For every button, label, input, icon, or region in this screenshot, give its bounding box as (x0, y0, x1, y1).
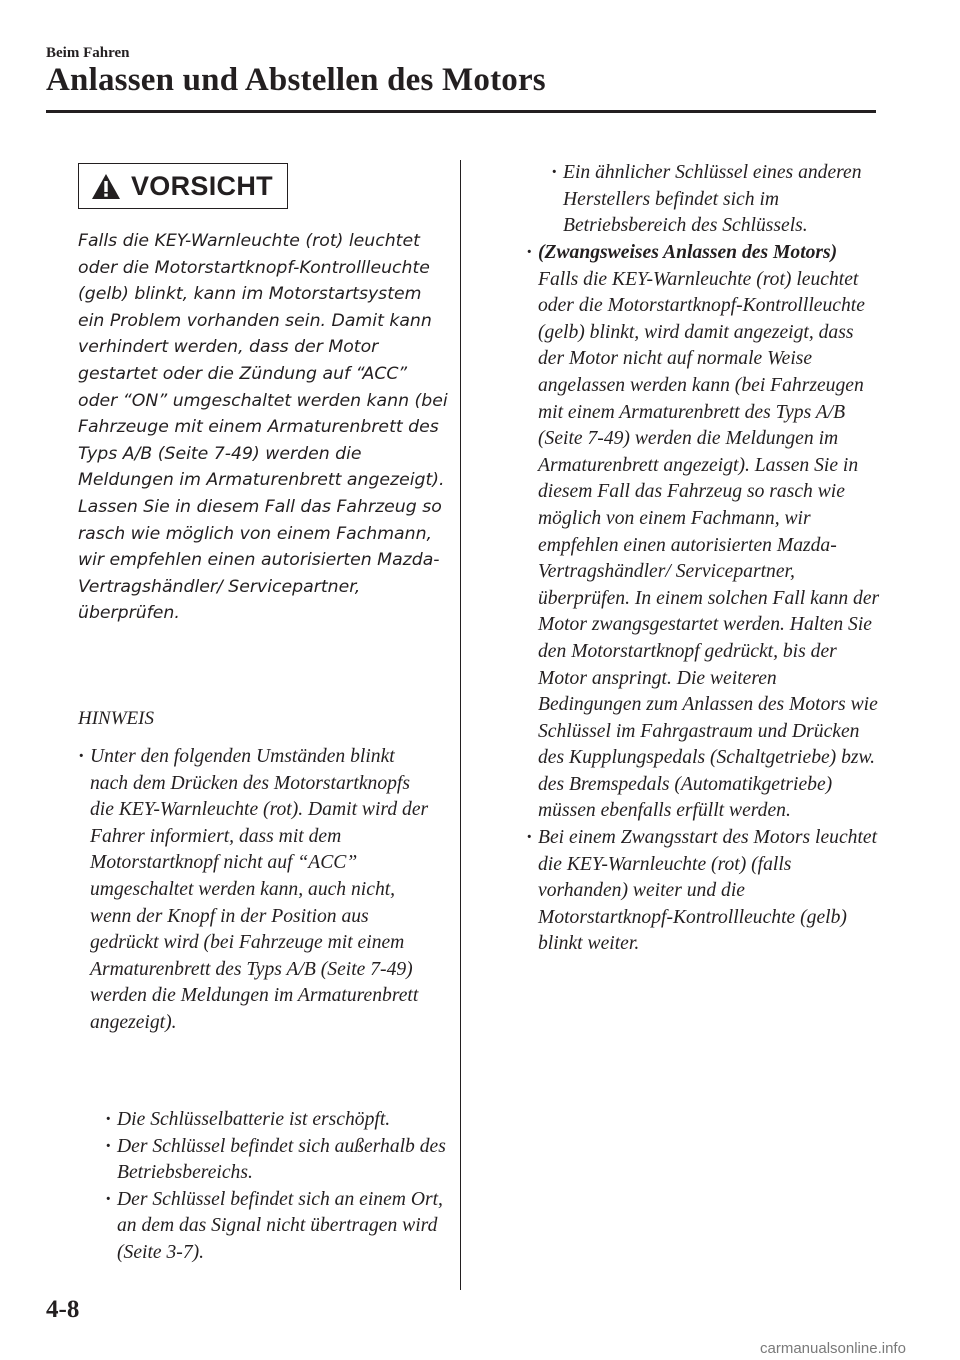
section-label: Beim Fahren (46, 45, 130, 61)
column-divider (460, 160, 461, 1290)
note-bullet-list (90, 744, 435, 1037)
note-heading: HINWEIS (78, 708, 154, 729)
condition-item: · Der Schlüssel befindet sich an einem Ort, an dem das Signal nicht übertragen wird (Seite 3-7). (117, 1187, 447, 1267)
condition-item: · Ein ähnlicher Schlüssel eines anderen Herstellers befindet sich im Betriebsbereich des Schlüssels. (563, 160, 863, 240)
forced-start-heading: (Zwangsweises Anlassen des Motors) (538, 242, 838, 263)
page-title: Anlassen und Abstellen des Motors (46, 62, 546, 98)
page-number: 4-8 (46, 1296, 80, 1323)
warning-label: VORSICHT (131, 170, 273, 201)
note-bullet-item: · Unter den folgenden Umständen blinkt nach dem Drücken des Motorstartknopfs die KEY-Warnleuchte (rot). Damit wird der Fahrer informiert, dass mit dem Motorstartknopf nicht auf “ACC” umgeschaltet werden kann, auch nicht, wenn der Knopf in der Position aus gedrückt wird (bei Fahrzeuge mit einem Armaturenbrett des Typs A/B (Seite 7-49) werden die Meldungen im Armaturenbrett angezeigt). (90, 744, 435, 1037)
watermark: carmanualsonline.info (760, 1340, 906, 1357)
warning-text: Falls die KEY-Warnleuchte (rot) leuchtet oder die Motorstartknopf-Kontrollleuchte (gelb) blinkt, kann im Motorstartsystem ein Problem vorhanden sein. Damit kann verhindert werden, dass der Motor gestartet oder die Zündung auf “ACC” oder “ON” umgeschaltet werden kann (bei Fahrzeuge mit einem Armaturenbrett des Typs A/B (Seite 7-49) werden die Meldungen im Armaturenbrett angezeigt). Lassen Sie in diesem Fall das Fahrzeug so rasch wie möglich von einem Fachmann, wir empfehlen einen autorisierten Mazda-Vertragshändler/ Servicepartner, überprüfen. (78, 231, 448, 624)
condition-item: · Der Schlüssel befindet sich außerhalb des Betriebsbereichs. (117, 1134, 447, 1187)
note-bullet-item: · Bei einem Zwangsstart des Motors leuchtet die KEY-Warnleuchte (rot) (falls vorhanden) weiter und die Motorstartknopf-Kontrollleuchte (gelb) blinkt weiter. (538, 825, 883, 958)
note-bullet-item (538, 240, 883, 825)
condition-item: · Die Schlüsselbatterie ist erschöpft. (117, 1107, 447, 1134)
warning-box (78, 163, 288, 209)
header-rule (46, 110, 876, 113)
condition-sub-list (117, 1107, 447, 1267)
forced-start-text: Falls die KEY-Warnleuchte (rot) leuchtet oder die Motorstartknopf-Kontrollleuchte (gelb) blinkt, wird damit angezeigt, dass der Motor nicht auf normale Weise angelassen werden kann (bei Fahrzeugen mit einem Armaturenbrett des Typs A/B (Seite 7-49) werden die Meldungen im Armaturenbrett angezeigt). Lassen Sie in diesem Fall das Fahrzeug so rasch wie möglich von einem Fachmann, wir empfehlen einen autorisierten Mazda-Vertragshändler/ Servicepartner, überprüfen. In einem solchen Fall kann der Motor zwangsgestartet werden. Halten Sie den Motorstartknopf gedrückt, bis der Motor anspringt. Die weiteren Bedingungen zum Anlassen des Motors wie Schlüssel im Fahrgastraum und Drücken des Kupplungspedals (Schaltgetriebe) bzw. des Bremspedals (Automatikgetriebe) müssen ebenfalls erfüllt werden. (538, 268, 880, 822)
condition-sub-list-continued (563, 160, 863, 240)
warning-triangle-icon (91, 173, 121, 200)
note-bullet-list-continued (538, 240, 883, 958)
